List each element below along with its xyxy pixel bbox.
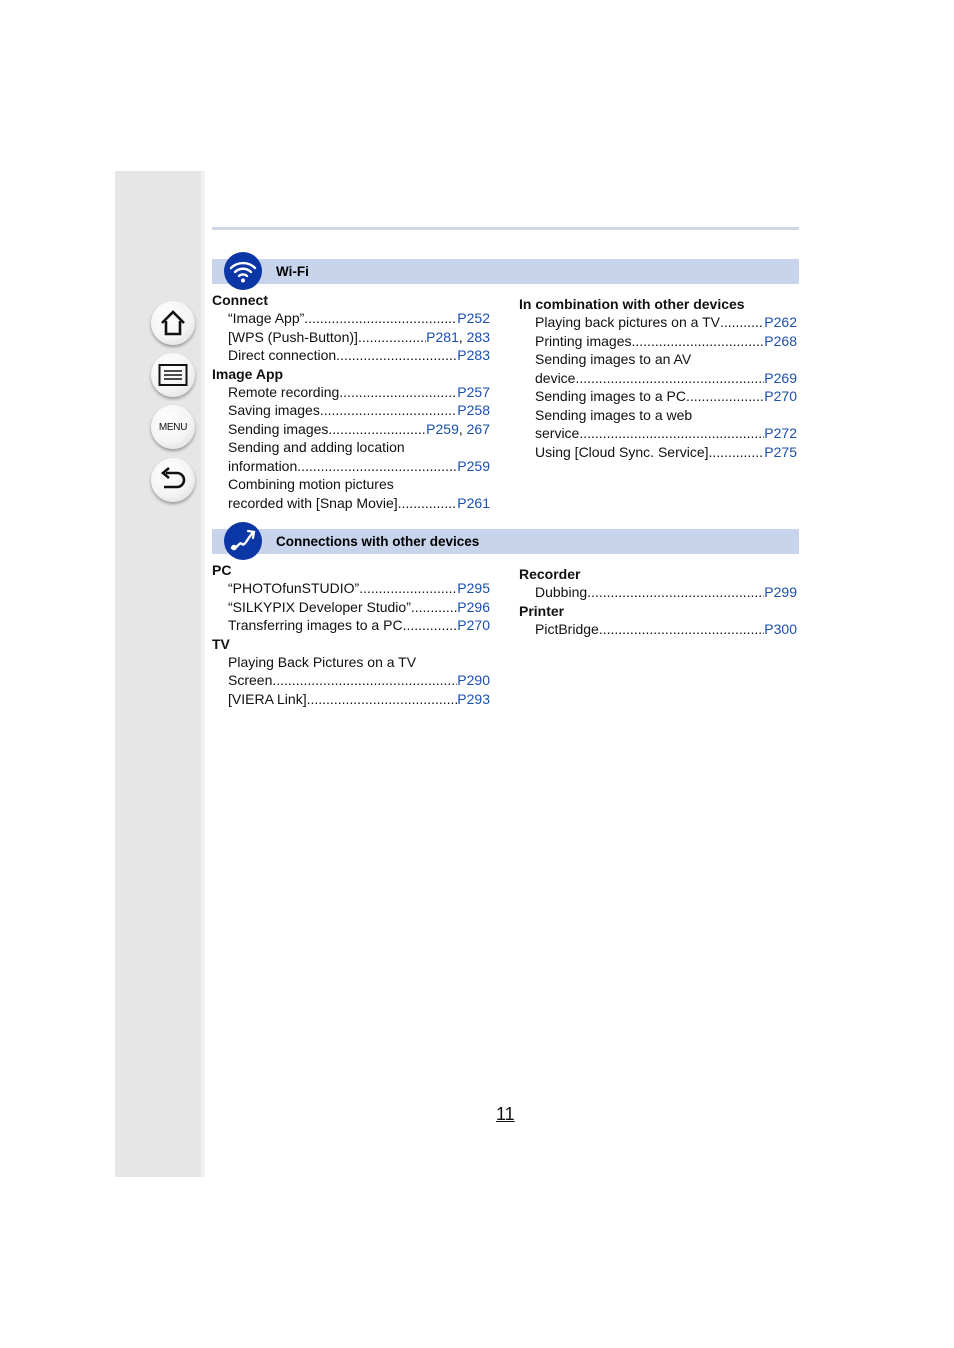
dot-leader — [272, 671, 457, 690]
page-links — [457, 494, 490, 513]
page-link[interactable]: P295 — [457, 580, 490, 596]
page-link[interactable]: P259 — [426, 420, 459, 437]
dot-leader — [587, 583, 764, 602]
index-entry — [212, 690, 490, 709]
index-entry — [212, 309, 490, 328]
wifi-right-column — [519, 295, 797, 461]
dot-leader — [297, 457, 457, 476]
entry-label: Direct connection — [228, 347, 337, 363]
section-header-wifi — [212, 259, 799, 284]
page-links — [457, 457, 490, 476]
wifi-icon — [224, 252, 262, 290]
dot-leader — [411, 598, 457, 617]
entry-label: device — [535, 369, 576, 386]
dot-leader — [720, 313, 764, 332]
page-links — [764, 332, 797, 351]
wifi-left-column — [212, 291, 490, 512]
index-entry — [212, 494, 490, 513]
page-link[interactable]: 283 — [466, 328, 490, 345]
entry-label: [WPS (Push-Button)] — [228, 328, 358, 345]
dot-leader — [359, 579, 457, 598]
page-links — [457, 616, 490, 635]
entry-label: Printing images — [535, 332, 632, 349]
entry-label: “PHOTOfunSTUDIO” — [228, 580, 360, 596]
page-link[interactable]: P262 — [764, 314, 797, 330]
page-link[interactable]: P283 — [457, 347, 490, 363]
entry-label: [VIERA Link] — [228, 690, 307, 707]
connections-right-column — [519, 565, 797, 638]
page-separator: , — [458, 328, 467, 345]
page-links — [764, 387, 797, 406]
index-entry — [519, 443, 797, 462]
index-entry — [212, 383, 490, 402]
page-link[interactable]: P268 — [764, 332, 797, 349]
group-heading: In combination with other devices — [519, 296, 745, 312]
index-entry — [212, 671, 490, 690]
back-arrow-icon — [158, 467, 188, 493]
entry-label: Remote recording — [228, 383, 340, 400]
index-entry — [519, 369, 797, 388]
entry-text: Combining motion pictures — [228, 476, 394, 492]
index-entry — [519, 387, 797, 406]
page-separator: , — [458, 420, 467, 437]
entry-label: Playing back pictures on a TV — [535, 314, 720, 330]
header-rule — [212, 227, 799, 230]
home-icon — [159, 309, 187, 337]
page-links — [457, 346, 490, 365]
page-link[interactable]: P300 — [764, 620, 797, 637]
page-links — [426, 328, 490, 347]
entry-label: Screen — [228, 672, 273, 688]
page-link[interactable]: P290 — [457, 672, 490, 688]
dot-leader — [339, 383, 457, 402]
index-entry — [212, 401, 490, 420]
section-title-connections: Connections with other devices — [276, 534, 480, 549]
index-entry — [212, 328, 490, 347]
section-header-connections — [212, 529, 799, 554]
dot-leader — [398, 494, 458, 513]
page-number: 11 — [496, 1104, 515, 1124]
index-entry — [519, 620, 797, 639]
page-link[interactable]: P296 — [457, 598, 490, 615]
dot-leader — [403, 616, 458, 635]
page-links — [457, 598, 490, 617]
page-link[interactable]: P261 — [457, 494, 490, 511]
index-entry — [212, 457, 490, 476]
sidebar-edge — [201, 171, 205, 1177]
index-entry — [212, 579, 490, 598]
entry-label: “SILKYPIX Developer Studio” — [228, 598, 411, 615]
dot-leader — [599, 620, 764, 639]
page-link[interactable]: P272 — [764, 425, 797, 441]
page-link[interactable]: P293 — [457, 690, 490, 707]
contents-button[interactable] — [151, 353, 195, 397]
connection-icon — [224, 522, 262, 560]
group-heading: TV — [212, 635, 230, 652]
page-links — [426, 420, 490, 439]
dot-leader — [336, 346, 457, 365]
dot-leader — [686, 387, 764, 406]
menu-button[interactable] — [151, 405, 195, 449]
index-entry — [212, 346, 490, 365]
back-button[interactable] — [151, 458, 195, 502]
entry-label: “Image App” — [228, 310, 305, 326]
page-links — [764, 369, 797, 388]
index-entry — [519, 332, 797, 351]
page-link[interactable]: 267 — [466, 420, 490, 437]
page-links — [764, 313, 797, 332]
page-link[interactable]: P270 — [457, 617, 490, 633]
index-entry — [519, 424, 797, 443]
entry-label: Saving images — [228, 402, 320, 418]
dot-leader — [709, 443, 765, 462]
dot-leader — [579, 424, 764, 443]
entry-label: Sending images — [228, 420, 329, 437]
dot-leader — [320, 401, 457, 420]
entry-label: Transferring images to a PC — [228, 617, 403, 633]
page-links — [764, 620, 797, 639]
page-links — [457, 401, 490, 420]
page-link[interactable]: P270 — [764, 388, 797, 404]
entry-text: Sending images to an AV — [535, 351, 692, 367]
entry-label: recorded with [Snap Movie] — [228, 494, 398, 511]
dot-leader — [632, 332, 765, 351]
home-button[interactable] — [151, 301, 195, 345]
group-heading: Image App — [212, 365, 284, 382]
page-links — [457, 383, 490, 402]
entry-label: service — [535, 425, 580, 441]
page-links — [764, 443, 797, 462]
page-links — [457, 690, 490, 709]
entry-label: PictBridge — [535, 620, 599, 637]
dot-leader — [328, 420, 426, 439]
group-heading: Connect — [212, 292, 268, 308]
entry-text: Sending and adding location — [228, 439, 405, 455]
page-link[interactable]: P299 — [764, 584, 797, 600]
list-icon — [158, 363, 188, 387]
page-links — [457, 671, 490, 690]
index-entry — [519, 313, 797, 332]
page-links — [764, 583, 797, 602]
dot-leader — [575, 369, 764, 388]
page-link[interactable]: P258 — [457, 402, 490, 418]
index-entry — [519, 583, 797, 602]
page-link[interactable]: P275 — [764, 443, 797, 460]
entry-label: Using [Cloud Sync. Service] — [535, 443, 709, 460]
menu-button-label: MENU — [158, 421, 188, 433]
page-link[interactable]: P269 — [764, 369, 797, 386]
section-title-wifi: Wi-Fi — [276, 264, 309, 279]
page-links — [764, 424, 797, 443]
page-link[interactable]: P281 — [426, 328, 459, 345]
page-links — [457, 579, 490, 598]
group-heading: Recorder — [519, 566, 581, 582]
page-links — [457, 309, 490, 328]
page-link[interactable]: P257 — [457, 383, 490, 400]
index-entry — [212, 420, 490, 439]
page-link[interactable]: P259 — [457, 457, 490, 474]
index-entry — [212, 616, 490, 635]
entry-label: information — [228, 457, 298, 474]
dot-leader — [307, 690, 458, 709]
entry-label: Dubbing — [535, 584, 588, 600]
entry-text: Sending images to a web — [535, 406, 693, 423]
entry-label: Sending images to a PC — [535, 388, 686, 404]
page-link[interactable]: P252 — [457, 310, 490, 326]
index-entry — [212, 598, 490, 617]
dot-leader — [304, 309, 457, 328]
group-heading: Printer — [519, 602, 565, 619]
group-heading: PC — [212, 562, 232, 578]
entry-text: Playing Back Pictures on a TV — [228, 653, 417, 670]
dot-leader — [358, 328, 426, 347]
connections-left-column — [212, 561, 490, 708]
